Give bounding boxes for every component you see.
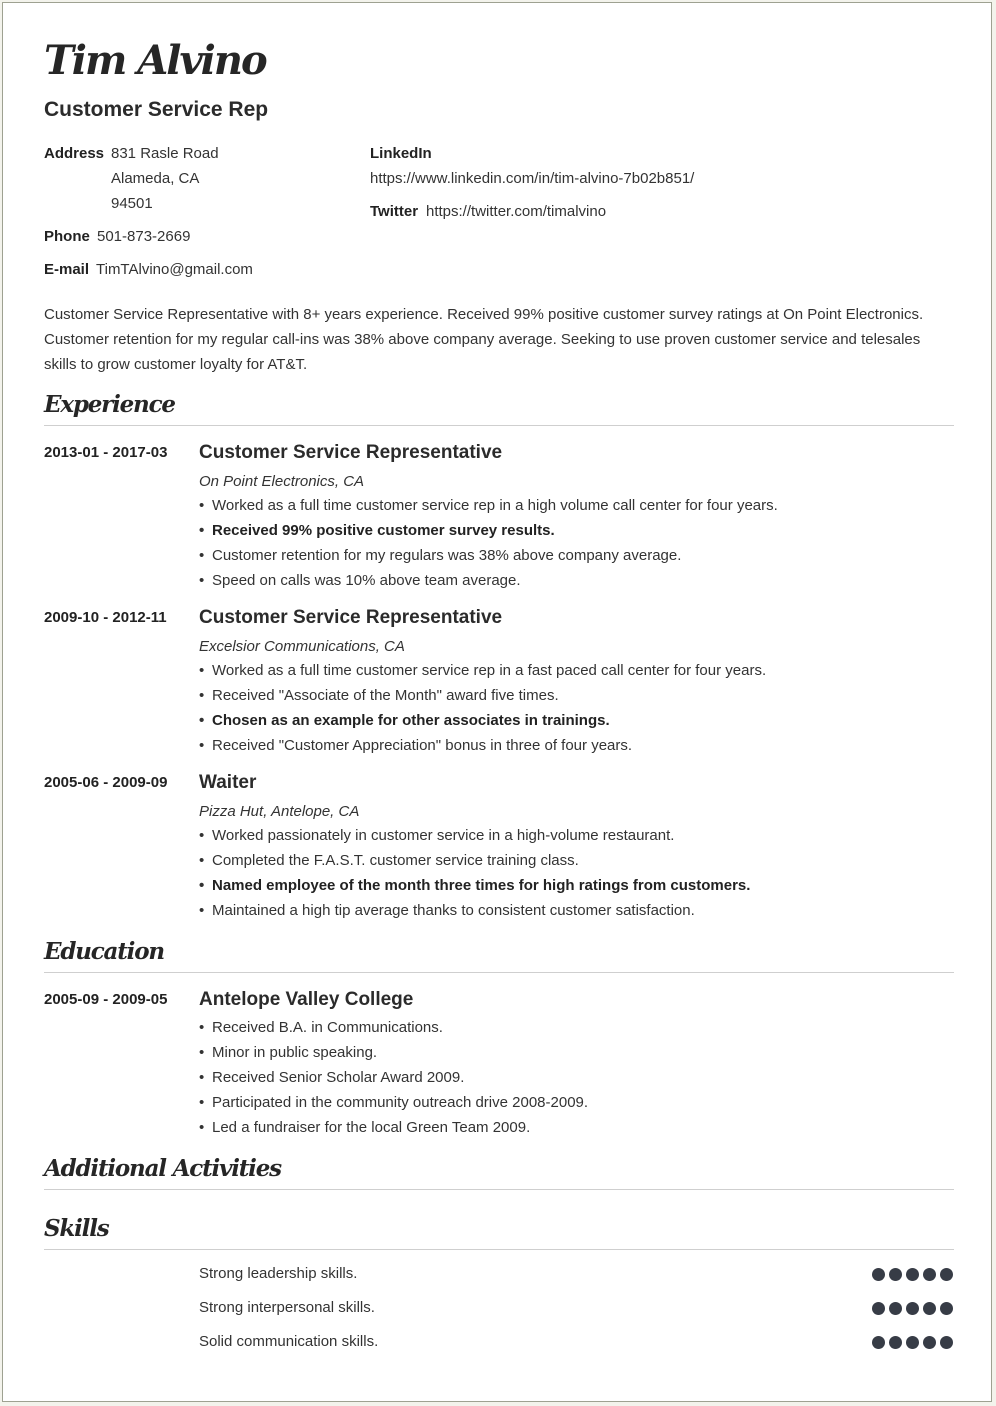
rating-dot-filled [923, 1336, 936, 1349]
bullet-item: • Received B.A. in Communications. [199, 1015, 588, 1040]
experience-heading: Experience [44, 391, 954, 426]
rating-dot-filled [889, 1336, 902, 1349]
job-bullets [199, 823, 750, 923]
bullet-item: • Worked passionately in customer service in a high-volume restaurant. [199, 823, 750, 848]
rating-dot-filled [906, 1302, 919, 1315]
twitter-label: Twitter [370, 203, 419, 220]
education-heading: Education [44, 938, 954, 973]
rating-dot-filled [940, 1302, 953, 1315]
phone-label: Phone [44, 228, 90, 245]
activities-heading: Additional Activities [44, 1155, 954, 1190]
phone-value: 501-873-2669 [97, 228, 191, 245]
job-company: On Point Electronics, CA [199, 473, 365, 490]
education-dates: 2005-09 - 2009-05 [44, 991, 168, 1008]
skill-name: Solid communication skills. [199, 1333, 379, 1350]
school-name: Antelope Valley College [199, 989, 414, 1010]
bullet-item: • Received Senior Scholar Award 2009. [199, 1065, 588, 1090]
email-value: TimTAlvino@gmail.com [96, 261, 253, 278]
rating-dot-filled [923, 1302, 936, 1315]
bullet-item: • Maintained a high tip average thanks to consistent customer satisfaction. [199, 898, 750, 923]
rating-dot-filled [889, 1302, 902, 1315]
bullet-item: • Minor in public speaking. [199, 1040, 588, 1065]
skill-rating [872, 1268, 953, 1281]
email-label: E-mail [44, 261, 90, 278]
bullet-item: • Received "Customer Appreciation" bonus in three of four years. [199, 733, 766, 758]
bullet-item: • Received 99% positive customer survey results. [199, 518, 778, 543]
job-role: Customer Service Representative [199, 607, 503, 628]
bullet-item: • Worked as a full time customer service rep in a fast paced call center for four years. [199, 658, 766, 683]
skill-rating [872, 1336, 953, 1349]
professional-summary: Customer Service Representative with 8+ years experience. Received 99% positive customer survey ratings at On Point Electronics. Customer retention for my regular call-ins was 38% above company average. Seeking to use proven customer service and telesales skills to grow customer loyalty for AT&T. [44, 306, 924, 373]
bullet-item: • Chosen as an example for other associates in trainings. [199, 708, 766, 733]
address-label: Address [44, 145, 105, 162]
bullet-item: • Led a fundraiser for the local Green Team 2009. [199, 1115, 588, 1140]
job-bullets [199, 493, 778, 593]
job-role: Waiter [199, 772, 257, 793]
skill-rating [872, 1302, 953, 1315]
job-dates: 2013-01 - 2017-03 [44, 444, 168, 461]
job-role: Customer Service Representative [199, 442, 503, 463]
rating-dot-filled [872, 1336, 885, 1349]
bullet-item: • Participated in the community outreach drive 2008-2009. [199, 1090, 588, 1115]
rating-dot-filled [940, 1268, 953, 1281]
linkedin-link[interactable]: https://www.linkedin.com/in/tim-alvino-7b02b851/ [370, 170, 695, 187]
skills-heading: Skills [44, 1215, 954, 1250]
rating-dot-filled [906, 1268, 919, 1281]
bullet-item: • Speed on calls was 10% above team average. [199, 568, 778, 593]
skill-name: Strong interpersonal skills. [199, 1299, 375, 1316]
twitter-link[interactable]: https://twitter.com/timalvino [426, 203, 607, 220]
linkedin-label: LinkedIn [370, 145, 432, 162]
bullet-item: • Completed the F.A.S.T. customer service training class. [199, 848, 750, 873]
skill-name: Strong leadership skills. [199, 1265, 358, 1282]
rating-dot-filled [872, 1302, 885, 1315]
job-company: Pizza Hut, Antelope, CA [199, 803, 360, 820]
rating-dot-filled [923, 1268, 936, 1281]
job-dates: 2009-10 - 2012-11 [44, 609, 167, 626]
candidate-name: Tim Alvino [44, 37, 266, 84]
job-title: Customer Service Rep [44, 98, 269, 121]
education-bullets [199, 1015, 588, 1140]
job-dates: 2005-06 - 2009-09 [44, 774, 168, 791]
address-line-2: Alameda, CA [111, 170, 200, 187]
bullet-item: • Received "Associate of the Month" award five times. [199, 683, 766, 708]
rating-dot-filled [940, 1336, 953, 1349]
rating-dot-filled [889, 1268, 902, 1281]
bullet-item: • Named employee of the month three times for high ratings from customers. [199, 873, 750, 898]
bullet-item: • Customer retention for my regulars was 38% above company average. [199, 543, 778, 568]
job-bullets [199, 658, 766, 758]
address-line-3: 94501 [111, 195, 153, 212]
job-company: Excelsior Communications, CA [199, 638, 405, 655]
rating-dot-filled [906, 1336, 919, 1349]
address-line-1: 831 Rasle Road [111, 145, 219, 162]
bullet-item: • Worked as a full time customer service rep in a high volume call center for four years. [199, 493, 778, 518]
resume-page [2, 2, 992, 1402]
rating-dot-filled [872, 1268, 885, 1281]
